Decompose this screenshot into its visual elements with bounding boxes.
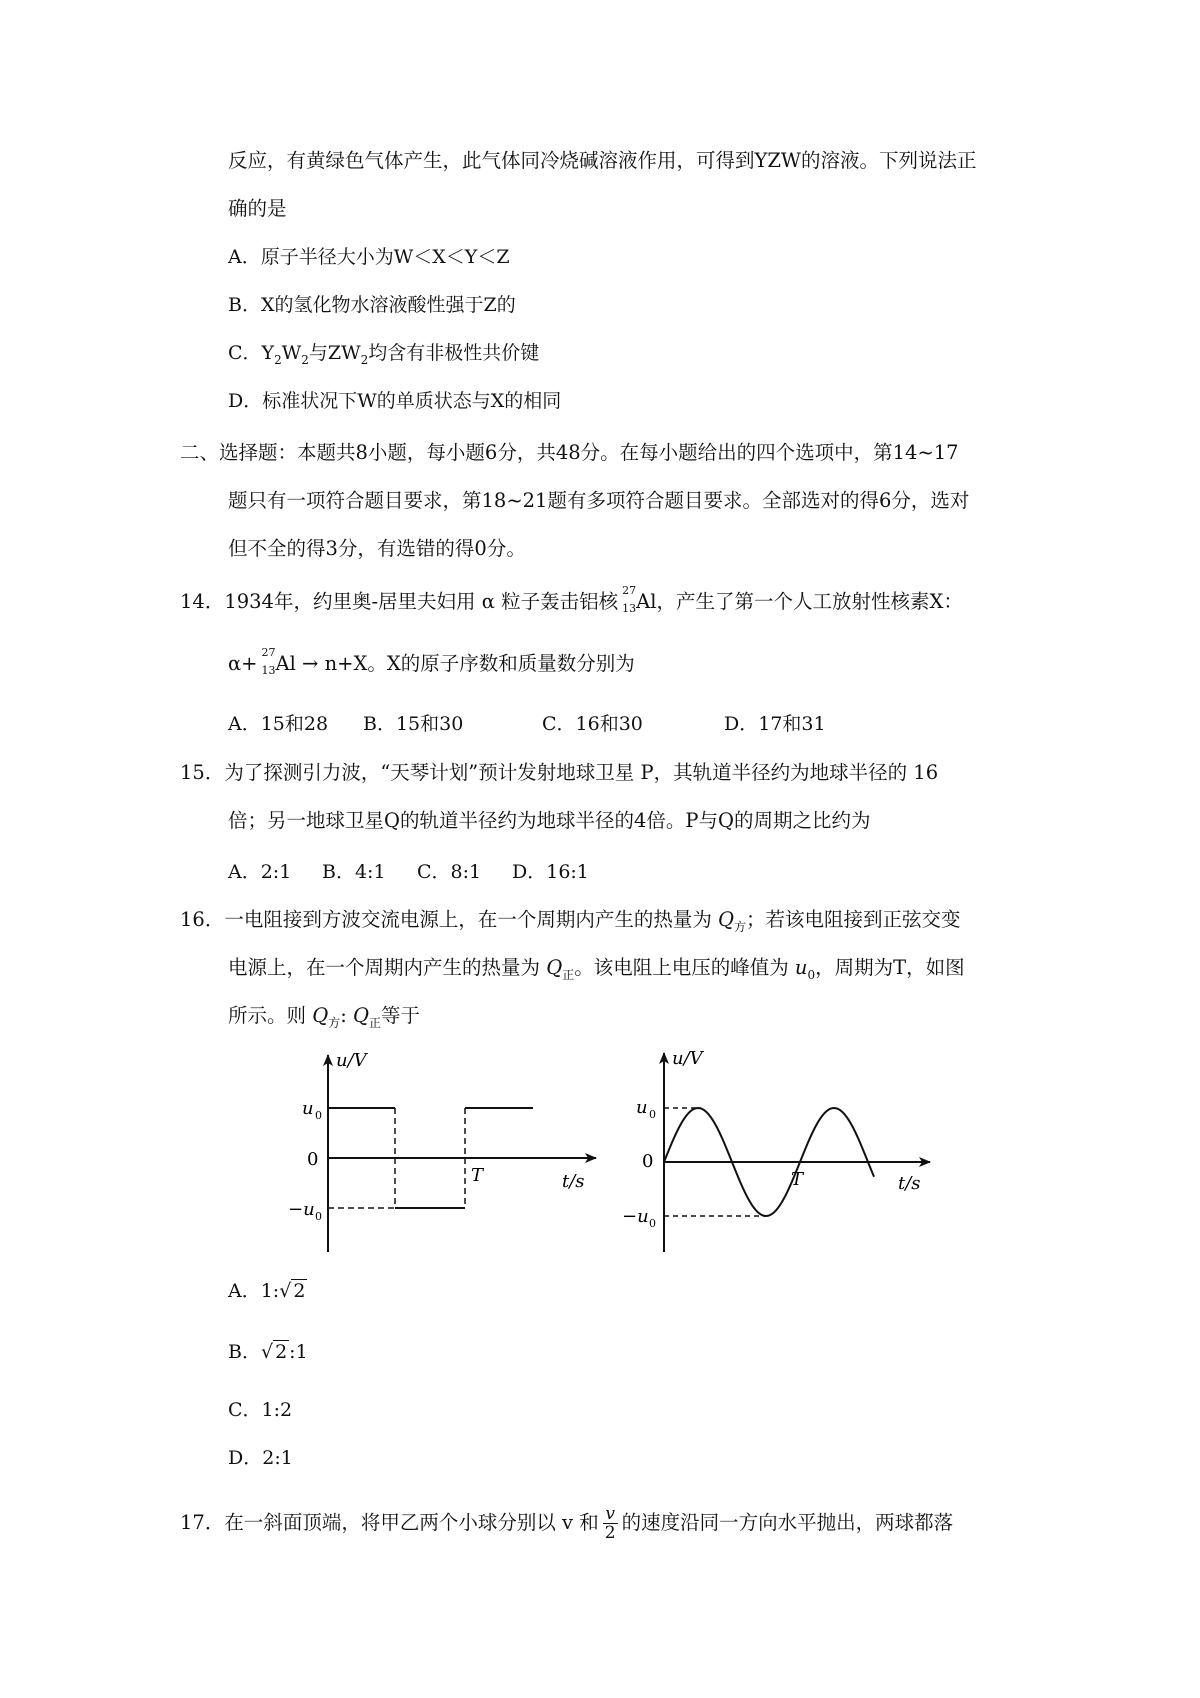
left-xlabel: t/s: [562, 1171, 585, 1192]
q16-option-a: A．1:√ 2: [228, 1280, 306, 1302]
svg-text:0: 0: [642, 1151, 654, 1172]
sine-curve: [664, 1108, 874, 1216]
q17-number: 17．: [180, 1511, 225, 1534]
al-nuclide: 27 13: [622, 584, 637, 615]
square-wave-graph: [288, 1050, 596, 1252]
section2-line-3: 但不全的得3分，有选错的得0分。: [228, 537, 526, 560]
q14-option-a: A．15和28: [228, 713, 329, 735]
svg-text:0: 0: [649, 1217, 656, 1230]
q14-number: 14．: [180, 590, 225, 613]
svg-text:u: u: [636, 1097, 648, 1118]
q16-number: 16．: [180, 908, 225, 931]
q14-option-c: C．16和30: [542, 713, 643, 735]
svg-text:0: 0: [315, 1210, 322, 1223]
svg-text:−u: −u: [622, 1206, 649, 1227]
right-ylabel: u/V: [672, 1048, 703, 1069]
svg-text:0: 0: [307, 1149, 319, 1170]
q17-line-1: 17．在一斜面顶端，将甲乙两个小球分别以 v 和 $\frac{v}{2}$ 的速度沿同一方向水平抛出，两球都落: [180, 1504, 954, 1543]
q16-line-1: 16．一电阻接到方波交流电源上，在一个周期内产生的热量为 $Q_方$；若该电阻接到正弦交变: [180, 908, 961, 934]
q15-line-2: 倍；另一地球卫星Q的轨道半径约为地球半径的4倍。P与Q的周期之比约为: [228, 809, 871, 832]
right-period-label: T: [791, 1169, 804, 1190]
q13-option-a: A．原子半径大小为W＜X＜Y＜Z: [228, 246, 510, 268]
q15-number: 15．: [180, 761, 225, 784]
section2-line-2: 题只有一项符合题目要求，第18~21题有多项符合题目要求。全部选对的得6分，选对: [228, 489, 970, 512]
q13-line-2: 确的是: [228, 197, 287, 220]
q13-option-b: B．X的氢化物水溶液酸性强于Z的: [228, 294, 516, 316]
q14-option-d: D．17和31: [724, 713, 826, 735]
left-period-label: T: [471, 1165, 484, 1186]
svg-text:0: 0: [315, 1109, 322, 1122]
q16-option-b: B．√ 2 :1: [228, 1341, 308, 1363]
q16-option-d: D．2:1: [228, 1447, 293, 1469]
q15-option-a: A．2:1: [228, 861, 292, 883]
q13-option-c: C．$Y_2W_2$与$ZW_2$均含有非极性共价键: [228, 342, 540, 367]
reaction-equation: α+: [228, 652, 258, 675]
section2-line-1: 二、选择题：本题共8小题，每小题6分，共48分。在每小题给出的四个选项中，第14~17: [180, 441, 959, 464]
svg-text:−u: −u: [288, 1199, 315, 1220]
q15-option-b: B．4:1: [322, 861, 386, 883]
svg-text:u: u: [302, 1098, 314, 1119]
v-half-fraction: $\frac{v}{2}$: [604, 1504, 616, 1543]
svg-text:0: 0: [649, 1108, 656, 1121]
q16-option-c: C．1:2: [228, 1399, 293, 1421]
q14-option-b: B．15和30: [363, 713, 464, 735]
q15-line-1: 15．为了探测引力波，“天琴计划”预计发射地球卫星 P，其轨道半径约为地球半径的 16: [180, 761, 939, 784]
q16-line-3: 所示。则 $Q_方$: $Q_正$等于: [228, 1004, 421, 1030]
q14-line-2: α+ 27 13 Al → n+X。X的原子序数和质量数分别为: [228, 646, 635, 677]
q13-line-1: 反应，有黄绿色气体产生，此气体同冷烧碱溶液作用，可得到YZW的溶液。下列说法正: [228, 149, 977, 172]
q14-line-1: 14．1934年，约里奥-居里夫妇用 α 粒子轰击铝核 27 13 Al，产生了第一个人工放射性核素X：: [180, 584, 963, 615]
q16-line-2: 电源上，在一个周期内产生的热量为 $Q_正$。该电阻上电压的峰值为 $u_0$，周期为T，如图: [228, 956, 965, 982]
q13-option-d: D．标准状况下W的单质状态与X的相同: [228, 390, 562, 412]
left-ylabel: u/V: [336, 1050, 367, 1071]
q15-option-d: D．16:1: [512, 861, 589, 883]
right-xlabel: t/s: [898, 1173, 921, 1194]
q15-option-c: C．8:1: [417, 861, 482, 883]
sine-wave-graph: [622, 1048, 930, 1252]
